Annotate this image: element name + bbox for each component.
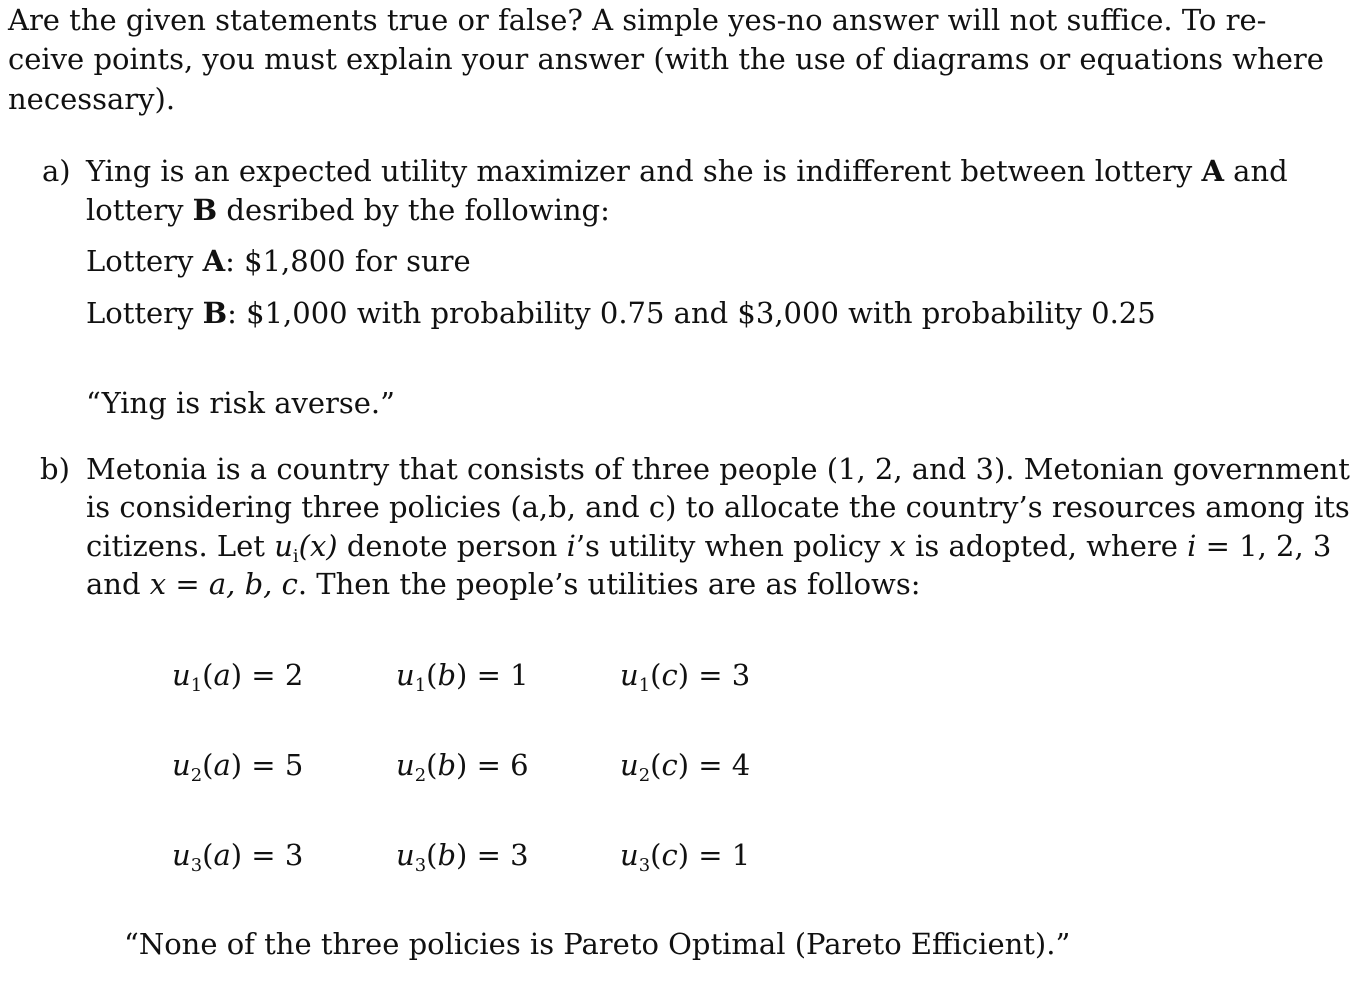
utility-fn: u: [620, 748, 639, 782]
part-b-line-3-t4: is adopted, where: [905, 529, 1188, 563]
utility-person: 1: [414, 674, 427, 696]
part-a-line-2: [86, 193, 610, 227]
utility-fn: u: [396, 838, 415, 872]
utility-close-paren: ) =: [456, 838, 511, 872]
lottery-b-bold: B: [192, 193, 218, 227]
utility-policy: c: [661, 658, 678, 692]
utility-policy: b: [437, 658, 457, 692]
part-b-line-3-t1: citizens. Let: [86, 529, 275, 563]
math-abc: a, b, c: [208, 567, 298, 601]
utility-open-paren: (: [426, 838, 438, 872]
utility-entry: [620, 658, 751, 696]
utility-entry: [396, 838, 529, 876]
part-b-line-4: [86, 567, 921, 601]
utility-open-paren: (: [202, 748, 214, 782]
utility-open-paren: (: [202, 838, 214, 872]
math-paren-x: (x): [298, 529, 338, 563]
math-sub-i: i: [292, 545, 299, 567]
utility-policy: b: [437, 748, 457, 782]
lottery-b-text: : $1,000 with probability 0.75 and $3,000 with probability 0.25: [227, 296, 1156, 330]
utility-open-paren: (: [650, 838, 662, 872]
utility-fn: u: [620, 658, 639, 692]
lottery-a-bold: A: [1201, 154, 1224, 188]
lottery-b-description: [86, 296, 1156, 330]
utility-close-paren: ) =: [456, 658, 511, 692]
utility-person: 3: [190, 854, 203, 876]
utility-value: 6: [510, 748, 529, 782]
intro-line-3: necessary).: [8, 82, 176, 116]
utility-open-paren: (: [650, 748, 662, 782]
part-b-statement: “None of the three policies is Pareto Optimal (Pareto Efficient).”: [124, 927, 1071, 961]
part-a-marker: a): [42, 154, 71, 188]
utility-fn: u: [396, 748, 415, 782]
utility-person: 3: [638, 854, 651, 876]
utility-person: 2: [190, 764, 203, 786]
lottery-b-label: Lottery: [86, 296, 194, 330]
math-x-2: x: [149, 567, 167, 601]
lottery-a-letter: A: [202, 244, 226, 278]
utility-fn: u: [172, 748, 191, 782]
utility-policy: c: [661, 838, 678, 872]
utility-policy: a: [213, 838, 231, 872]
math-i: i: [566, 529, 576, 563]
part-b-line-3: [86, 529, 1332, 567]
utility-fn: u: [172, 838, 191, 872]
utility-close-paren: ) =: [456, 748, 511, 782]
part-a-line-2-text: lottery: [86, 193, 184, 227]
lottery-a-text: : $1,800 for sure: [225, 244, 471, 278]
utility-value: 1: [510, 658, 529, 692]
math-x: x: [889, 529, 906, 563]
part-b-line-4-t2: =: [166, 567, 209, 601]
utility-open-paren: (: [650, 658, 662, 692]
utility-entry: [396, 658, 529, 696]
utility-policy: b: [437, 838, 457, 872]
lottery-a-description: [86, 244, 471, 278]
utility-value: 3: [284, 838, 304, 872]
utility-value: 4: [731, 748, 751, 782]
utility-close-paren: ) =: [230, 838, 285, 872]
utility-value: 2: [284, 658, 304, 692]
utility-value: 5: [284, 748, 304, 782]
utility-fn: u: [172, 658, 191, 692]
part-b-line-1: Metonia is a country that consists of three people (1, 2, and 3). Metonian government: [86, 452, 1350, 486]
utility-policy: a: [213, 658, 231, 692]
part-a-line-1: [86, 154, 1288, 188]
part-b-line-3-t3: ’s utility when policy: [575, 529, 890, 563]
part-b-line-4-t3: . Then the people’s utilities are as follows:: [297, 567, 921, 601]
utility-person: 2: [638, 764, 651, 786]
utility-close-paren: ) =: [677, 838, 732, 872]
utility-entry: [620, 748, 751, 786]
utility-entry: [172, 748, 304, 786]
utility-value: 3: [510, 838, 529, 872]
utility-policy: a: [213, 748, 231, 782]
utility-person: 2: [414, 764, 427, 786]
utility-open-paren: (: [426, 748, 438, 782]
lottery-b-letter: B: [202, 296, 228, 330]
utility-policy: c: [661, 748, 678, 782]
utility-entry: [396, 748, 529, 786]
lottery-a-label: Lottery: [86, 244, 194, 278]
intro-line-1: Are the given statements true or false? A simple yes-no answer will not suffice. To re-: [8, 3, 1267, 37]
part-b-marker: b): [40, 452, 70, 486]
utility-entry: [620, 838, 751, 876]
utility-open-paren: (: [202, 658, 214, 692]
utility-value: 1: [731, 838, 751, 872]
math-u: u: [274, 529, 293, 563]
utility-open-paren: (: [426, 658, 438, 692]
utility-person: 3: [414, 854, 427, 876]
utility-entry: [172, 658, 304, 696]
part-a-line-1-text: Ying is an expected utility maximizer and she is indifferent between lottery: [86, 154, 1193, 188]
utility-fn: u: [396, 658, 415, 692]
utility-person: 1: [638, 674, 651, 696]
part-b-line-4-t1: and: [86, 567, 150, 601]
part-b-line-3-t5: = 1, 2, 3: [1196, 529, 1332, 563]
part-a-line-2-end: desribed by the following:: [226, 193, 610, 227]
utility-fn: u: [620, 838, 639, 872]
part-b-line-3-t2: denote person: [337, 529, 567, 563]
part-a-statement: “Ying is risk averse.”: [86, 386, 395, 420]
utility-entry: [172, 838, 304, 876]
utility-close-paren: ) =: [230, 658, 285, 692]
part-a-line-1-end: and: [1233, 154, 1288, 188]
utility-close-paren: ) =: [677, 658, 732, 692]
intro-line-2: ceive points, you must explain your answer (with the use of diagrams or equations where: [8, 42, 1324, 76]
utility-value: 3: [731, 658, 751, 692]
utility-close-paren: ) =: [677, 748, 732, 782]
utility-close-paren: ) =: [230, 748, 285, 782]
math-i-2: i: [1187, 529, 1197, 563]
part-b-line-2: is considering three policies (a,b, and c) to allocate the country’s resources among its: [86, 490, 1350, 524]
utility-person: 1: [190, 674, 203, 696]
